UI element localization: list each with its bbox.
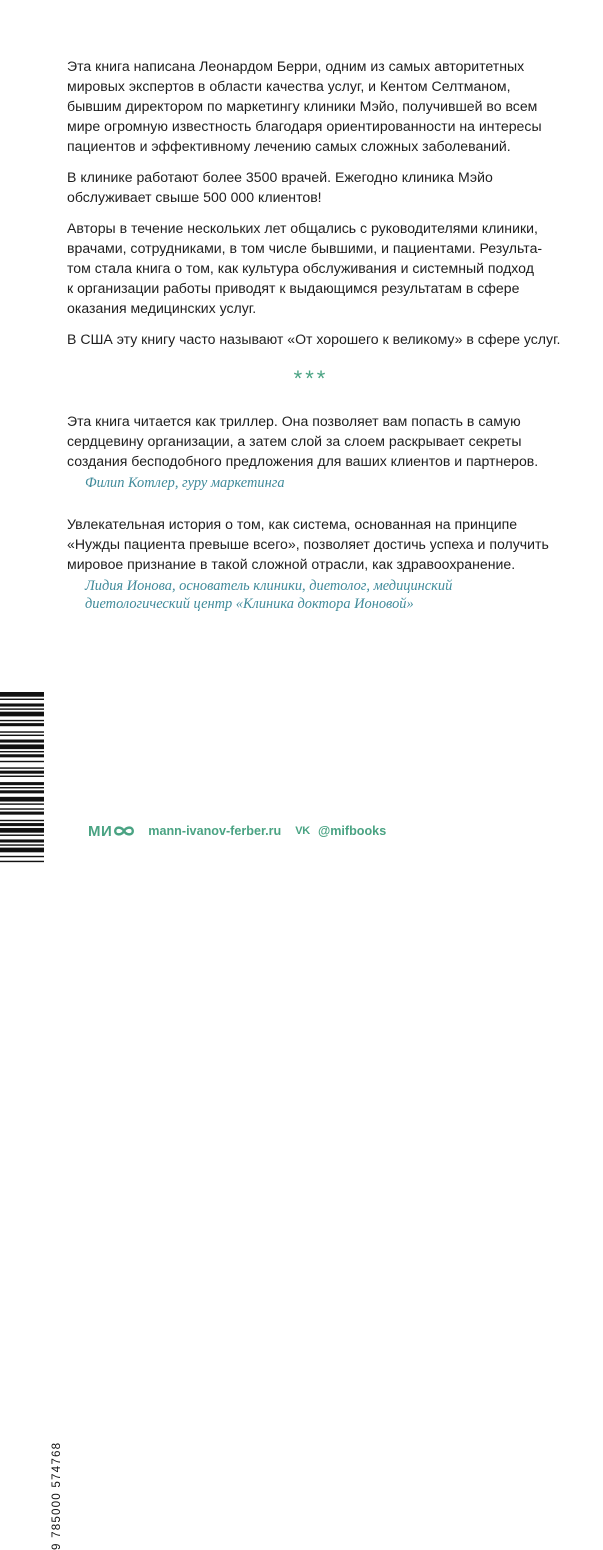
testimonial-author <box>85 577 547 613</box>
barcode-bar <box>0 839 44 842</box>
barcode-bar <box>0 808 44 809</box>
barcode-digits: 9 785000 574768 <box>50 1441 63 1550</box>
intro-paragraph <box>67 218 547 318</box>
publisher-footer <box>88 822 386 840</box>
barcode-bar <box>0 820 44 821</box>
vk-icon: VK <box>295 825 310 837</box>
barcode-bar <box>0 803 44 804</box>
intro-section <box>67 56 561 349</box>
text-line: Авторы в течение нескольких лет общались с руководителями клиники, <box>67 220 538 236</box>
barcode-bar <box>0 754 44 757</box>
barcode-bars <box>0 690 44 866</box>
barcode-bar <box>0 720 44 721</box>
barcode-bar <box>0 776 44 777</box>
barcode-bar <box>0 712 44 717</box>
barcode-bar <box>0 767 44 768</box>
text-line: сердцевину организации, а затем слой за слоем раскрывает секреты <box>67 433 522 449</box>
author-line: Филип Котлер, гуру маркетинга <box>85 475 285 491</box>
barcode-bar <box>0 699 44 700</box>
barcode-bar <box>0 797 44 802</box>
barcode-bar <box>0 844 44 845</box>
intro-paragraph <box>67 167 547 207</box>
author-line: Лидия Ионова, основатель клиники, диетолог, медицинский <box>85 578 453 594</box>
barcode-bar <box>0 812 44 815</box>
barcode-bar <box>0 861 44 862</box>
barcode-bar <box>0 740 44 743</box>
testimonial-text <box>67 514 547 574</box>
text-line: мировых экспертов в области качества услуг, и Кентом Селтманом, <box>67 78 511 94</box>
barcode-bar <box>0 828 44 833</box>
publisher-logo-text: МИ <box>88 822 113 840</box>
barcode-bar <box>0 835 44 836</box>
text-line: В клинике работают более 3500 врачей. Ежегодно клиника Мэйо <box>67 169 493 185</box>
testimonial <box>67 514 547 613</box>
isbn-barcode <box>0 690 70 1550</box>
text-line: бывшим директором по маркетингу клиники Мэйо, получившей во всем <box>67 98 538 114</box>
text-line: Увлекательная история о том, как система, основанная на принципе <box>67 516 518 532</box>
text-line: Эта книга написана Леонардом Берри, одним из самых авторитетных <box>67 58 525 74</box>
barcode-bar <box>0 782 44 785</box>
text-line: «Нужды пациента превыше всего», позволяет достичь успеха и получить <box>67 536 549 552</box>
text-line: мире огромную известность благодаря ориентированности на интересы <box>67 118 542 134</box>
publisher-logo <box>88 823 135 840</box>
section-separator: *** <box>293 366 329 391</box>
author-line: диетологический центр «Клиника доктора Ионовой» <box>85 596 414 612</box>
testimonial-author <box>85 474 547 492</box>
back-cover-text <box>67 56 561 635</box>
text-line: Эта книга читается как триллер. Она позволяет вам попасть в самую <box>67 413 521 429</box>
barcode-bar <box>0 708 44 709</box>
intro-paragraph <box>67 56 547 156</box>
text-line: к организации работы приводят к выдающимся результатам в сфере <box>67 280 520 296</box>
barcode-bar <box>0 787 44 788</box>
intro-paragraph <box>67 329 561 349</box>
text-line: том стала книга о том, как культура обслуживания и системный подход <box>67 260 534 276</box>
barcode-bar <box>0 823 44 826</box>
barcode-bar <box>0 692 44 697</box>
barcode-bar <box>0 761 44 762</box>
text-line: обслуживает свыше 500 000 клиентов! <box>67 189 322 205</box>
barcode-bar <box>0 790 44 793</box>
quotes-section <box>67 411 547 613</box>
barcode-bar <box>0 731 44 732</box>
barcode-bar <box>0 735 44 736</box>
text-line: пациентов и эффективному лечению самых сложных заболеваний. <box>67 138 511 154</box>
barcode-bar <box>0 744 44 749</box>
barcode-bar <box>0 723 44 726</box>
testimonial <box>67 411 547 492</box>
text-line: создания бесподобного предложения для ваших клиентов и партнеров. <box>67 453 539 469</box>
text-line: оказания медицинских услуг. <box>67 300 257 316</box>
barcode-bar <box>0 703 44 706</box>
text-line: врачами, сотрудниками, в том числе бывшими, и пациентами. Результа- <box>67 240 543 256</box>
barcode-bar <box>0 856 44 857</box>
barcode-bar <box>0 771 44 774</box>
text-line: мировое признание в такой сложной отрасли, как здравоохранение. <box>67 556 516 572</box>
social-handle-link[interactable]: @mifbooks <box>317 824 387 838</box>
barcode-bar <box>0 751 44 752</box>
text-line: В США эту книгу часто называют «От хорошего к великому» в сфере услуг. <box>67 331 561 347</box>
testimonial-text <box>67 411 547 471</box>
publisher-website-link[interactable]: mann-ivanov-ferber.ru <box>148 824 282 838</box>
barcode-bar <box>0 848 44 853</box>
infinity-icon <box>113 824 135 838</box>
